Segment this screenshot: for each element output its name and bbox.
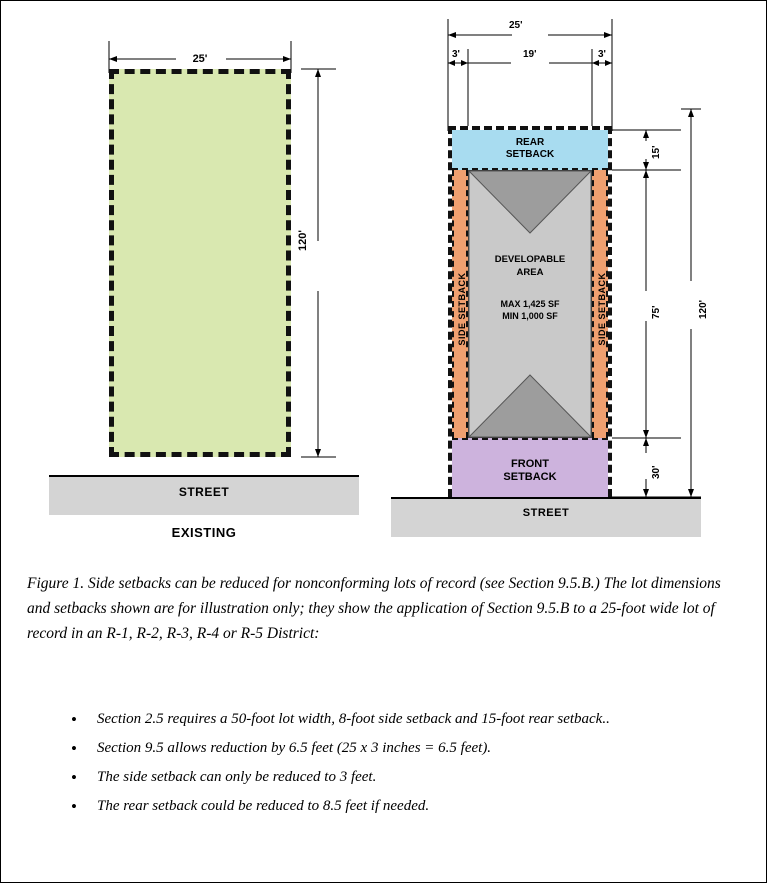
existing-width-dimension-label: 25' xyxy=(192,53,208,65)
developable-area xyxy=(468,170,592,438)
proposed-right-side-dim-label: 3' xyxy=(598,49,606,60)
developable-area-label-line2: AREA xyxy=(516,267,544,278)
figure-caption: Figure 1. Side setbacks can be reduced for nonconforming lots of record (see Section 9.5.B.) The lot dimensions and setbacks shown are for illustration only; they show the application of Section 9.5.B to a 25-foot wide lot of record in an R-1, R-2, R-3, R-4 or R-5 District: xyxy=(27,575,721,642)
proposed-street-label: STREET xyxy=(522,507,570,519)
setback-diagram xyxy=(1,1,766,546)
front-setback-label-line1: FRONT xyxy=(511,458,549,470)
proposed-left-side-dim-label: 3' xyxy=(452,49,460,60)
existing-depth-dimension-label: 120' xyxy=(297,230,309,251)
side-setback-right-label: SIDE SETBACK xyxy=(597,272,607,346)
side-setback-right-area xyxy=(592,170,608,438)
list-item: • Section 9.5 allows reduction by 6.5 feet (25 x 3 inches = 6.5 feet). xyxy=(97,736,753,761)
list-item: • The rear setback could be reduced to 8.5 feet if needed. xyxy=(97,794,753,819)
figure-notes-list xyxy=(63,707,753,823)
existing-diagram-title: EXISTING xyxy=(171,525,237,540)
front-setback-area xyxy=(452,438,608,497)
side-setback-left-area xyxy=(452,170,468,438)
list-item: • The side setback can only be reduced to 3 feet. xyxy=(97,765,753,790)
developable-area-label-line1: DEVELOPABLE xyxy=(494,254,566,265)
rear-setback-label-line2: SETBACK xyxy=(505,149,555,160)
front-setback-label-line2: SETBACK xyxy=(503,471,557,483)
rear-setback-area xyxy=(452,130,608,170)
developable-area-max: MAX 1,425 SF xyxy=(500,299,560,309)
proposed-total-depth-label: 120' xyxy=(698,299,709,319)
list-item: • Section 2.5 requires a 50-foot lot width, 8-foot side setback and 15-foot rear setback.. xyxy=(97,707,753,732)
proposed-total-width-label: 25' xyxy=(509,20,523,31)
existing-street-label: STREET xyxy=(178,485,230,499)
rear-setback-label-line1: REAR xyxy=(515,137,545,148)
proposed-front-depth-label: 30' xyxy=(651,465,662,479)
existing-lot-area xyxy=(109,69,291,457)
side-setback-left-label: SIDE SETBACK xyxy=(457,272,467,346)
proposed-buildable-depth-label: 75' xyxy=(651,305,662,319)
proposed-interior-width-label: 19' xyxy=(523,49,537,60)
developable-area-min: MIN 1,000 SF xyxy=(502,311,558,321)
proposed-rear-depth-label: 15' xyxy=(651,145,662,159)
